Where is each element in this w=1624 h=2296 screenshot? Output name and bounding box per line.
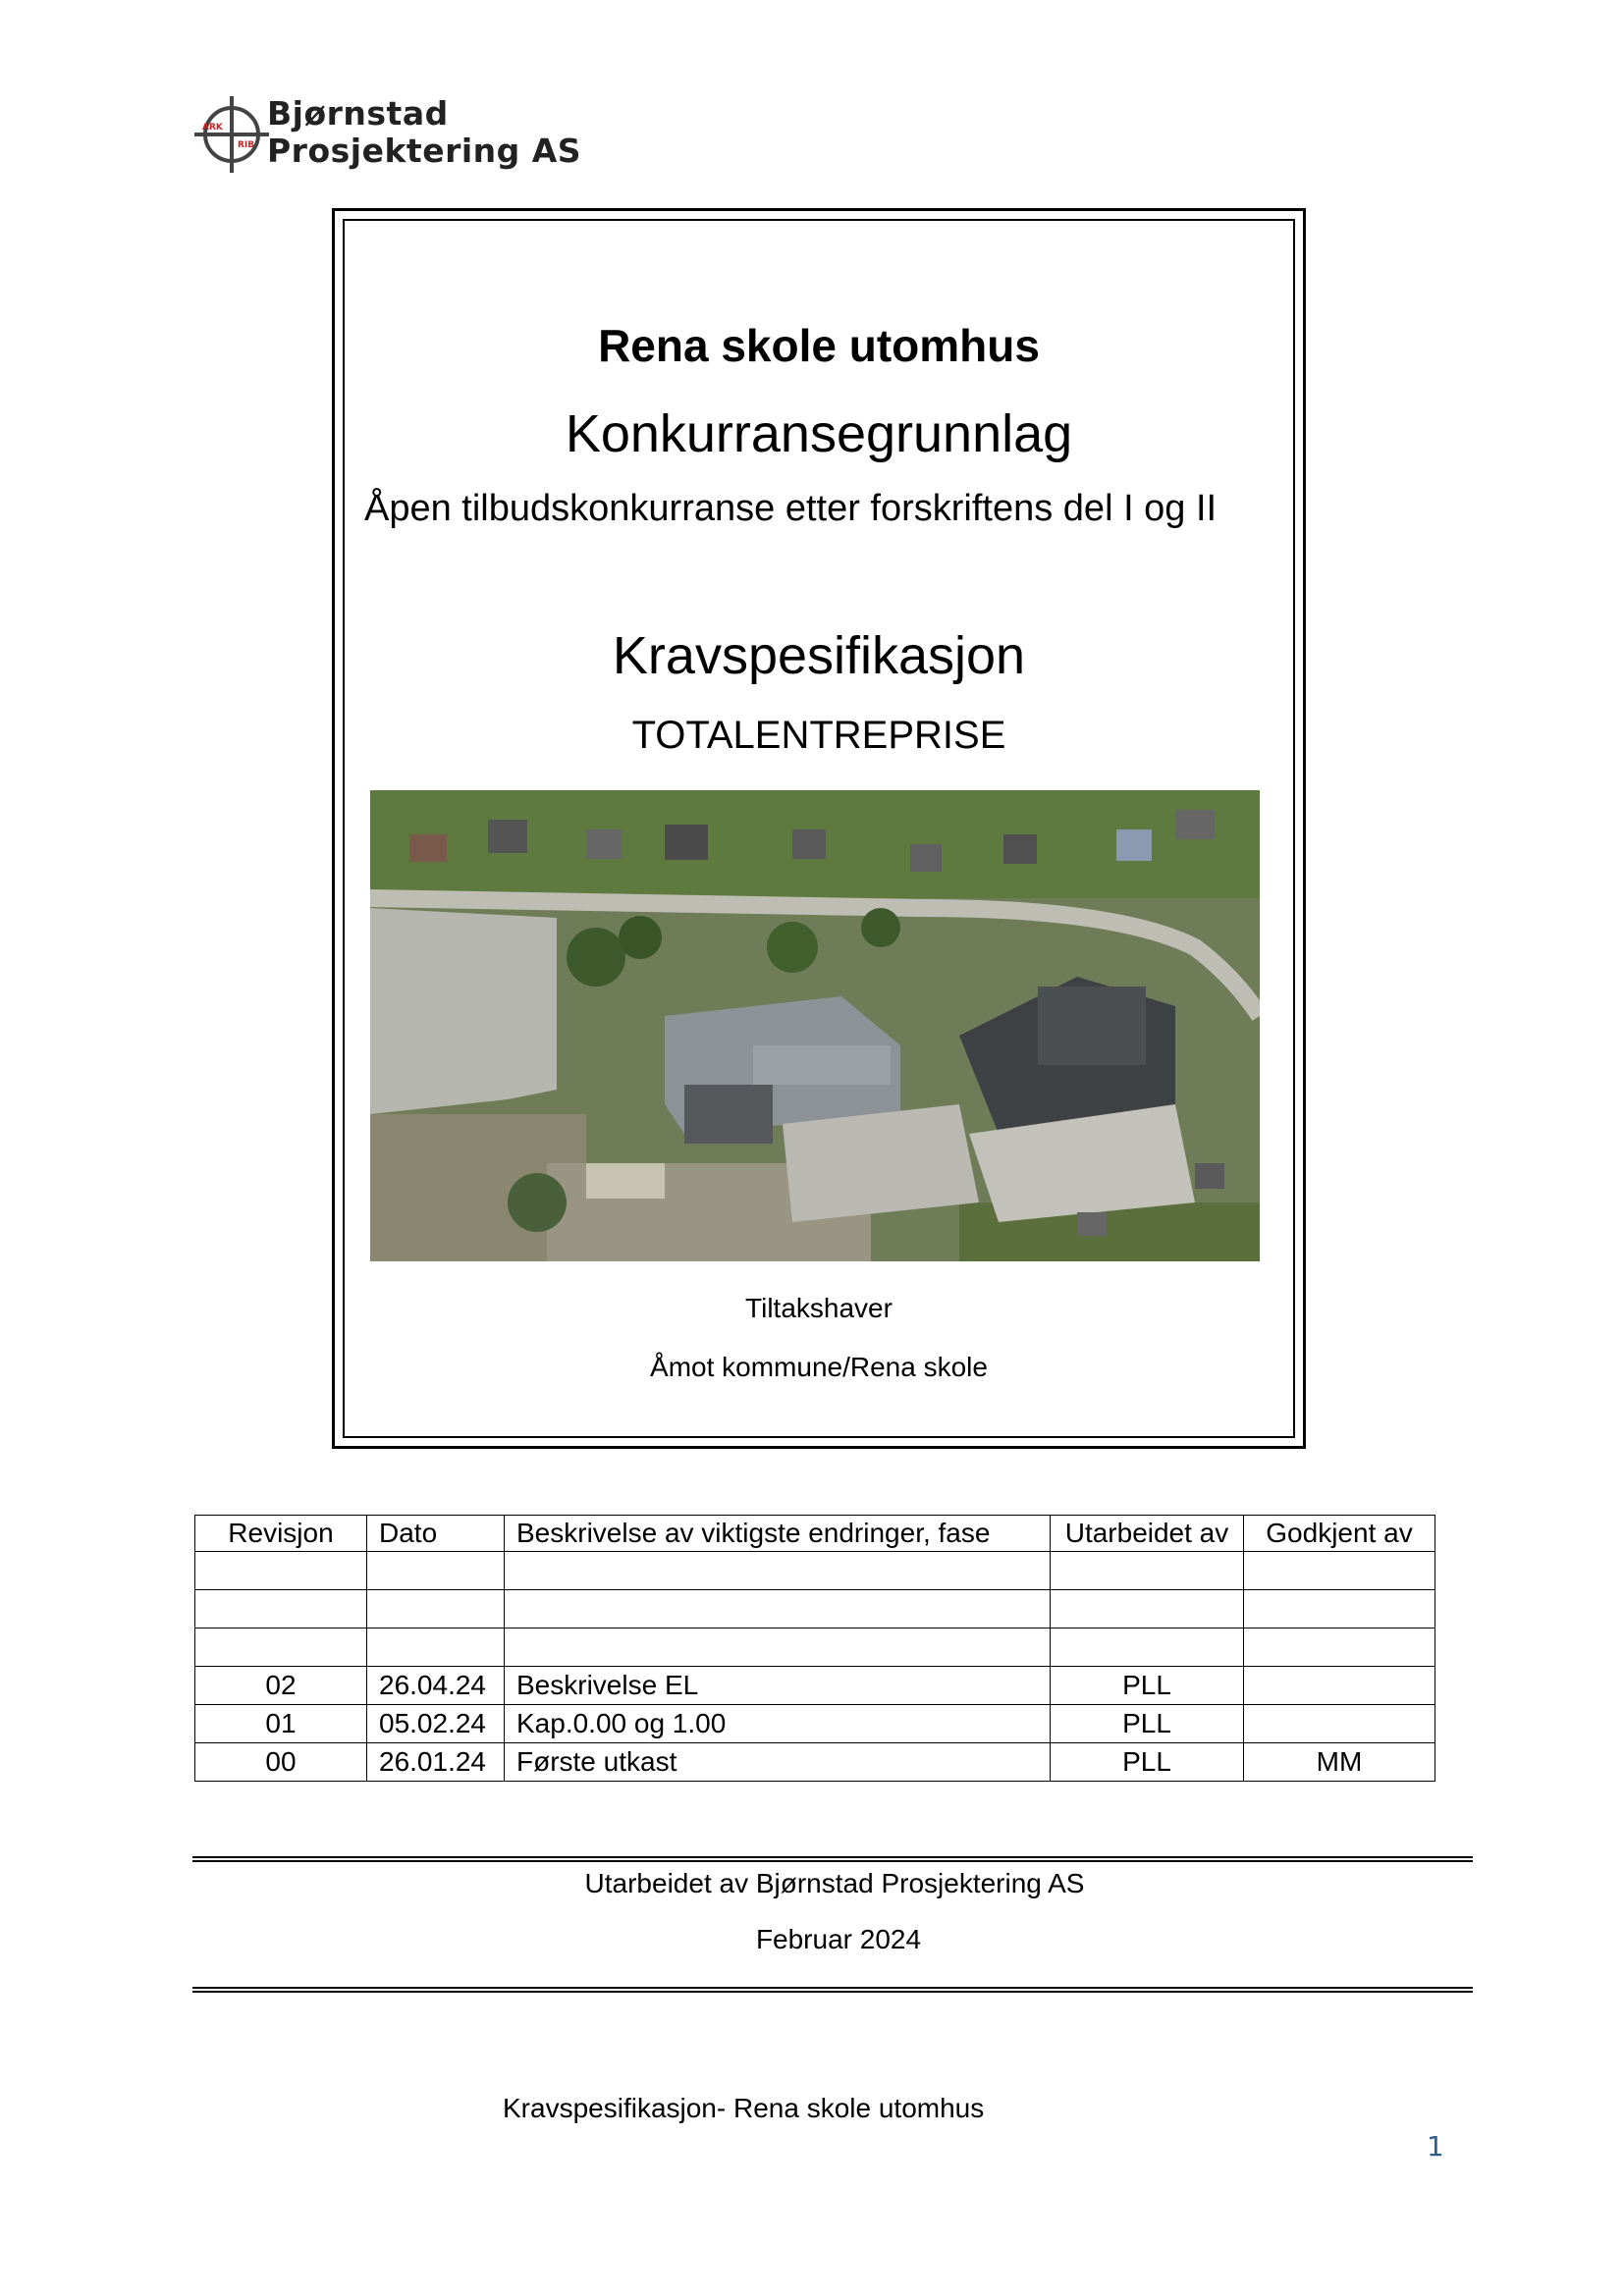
cell-date bbox=[367, 1629, 505, 1667]
cell-date bbox=[367, 1552, 505, 1590]
company-logo bbox=[192, 92, 582, 177]
cell-prepared-by bbox=[1051, 1629, 1244, 1667]
crosshair-logo-icon bbox=[192, 92, 271, 177]
issue-date: Februar 2024 bbox=[755, 1924, 922, 1954]
cover-frame-inner bbox=[343, 219, 1295, 1438]
cell-date: 05.02.24 bbox=[367, 1705, 505, 1743]
cell-description bbox=[505, 1629, 1051, 1667]
page-number: 1 bbox=[1427, 2130, 1444, 2163]
aerial-photo-image bbox=[370, 790, 1260, 1261]
logo-mark-right: RIB bbox=[238, 140, 255, 150]
header-description: Beskrivelse av viktigste endringer, fase bbox=[505, 1516, 1051, 1552]
table-row bbox=[195, 1590, 1435, 1629]
cover-frame bbox=[332, 208, 1306, 1449]
revision-table-header bbox=[195, 1516, 1435, 1552]
cell-date: 26.01.24 bbox=[367, 1743, 505, 1782]
logo-mark-left: ARK bbox=[202, 123, 223, 133]
divider-top bbox=[192, 1856, 1473, 1862]
prepared-by-text: Utarbeidet av Bjørnstad Prosjektering AS bbox=[584, 1868, 1085, 1898]
logo-text-line2: Prosjektering AS bbox=[267, 132, 582, 170]
cell-revision bbox=[195, 1552, 367, 1590]
page-footer-title: Kravspesifikasjon- Rena skole utomhus bbox=[503, 2093, 985, 2123]
cell-prepared-by bbox=[1051, 1552, 1244, 1590]
cell-approved-by bbox=[1244, 1629, 1435, 1667]
header-revision: Revisjon bbox=[195, 1516, 367, 1552]
cell-prepared-by bbox=[1051, 1590, 1244, 1629]
cell-prepared-by: PLL bbox=[1051, 1667, 1244, 1705]
table-row bbox=[195, 1705, 1435, 1743]
cell-revision: 02 bbox=[195, 1667, 367, 1705]
cell-revision: 01 bbox=[195, 1705, 367, 1743]
cell-description: Kap.0.00 og 1.00 bbox=[505, 1705, 1051, 1743]
cell-prepared-by: PLL bbox=[1051, 1705, 1244, 1743]
header-prepared-by: Utarbeidet av bbox=[1051, 1516, 1244, 1552]
procedure-text: Åpen tilbudskonkurranse etter forskriftens del I og II bbox=[364, 488, 1218, 529]
table-row bbox=[195, 1667, 1435, 1705]
aerial-photo bbox=[370, 790, 1260, 1261]
cell-revision bbox=[195, 1590, 367, 1629]
logo-text-line1: Bjørnstad bbox=[267, 94, 449, 133]
cell-description: Første utkast bbox=[505, 1743, 1051, 1782]
cell-approved-by bbox=[1244, 1667, 1435, 1705]
cell-description: Beskrivelse EL bbox=[505, 1667, 1051, 1705]
table-row bbox=[195, 1629, 1435, 1667]
document-type: Konkurransegrunnlag bbox=[565, 404, 1073, 463]
document-title: Kravspesifikasjon bbox=[612, 626, 1026, 685]
cell-prepared-by: PLL bbox=[1051, 1743, 1244, 1782]
divider-bottom bbox=[192, 1987, 1473, 1993]
cell-approved-by bbox=[1244, 1705, 1435, 1743]
cell-approved-by bbox=[1244, 1590, 1435, 1629]
cell-date bbox=[367, 1590, 505, 1629]
cell-revision: 00 bbox=[195, 1743, 367, 1782]
client-label: Tiltakshaver bbox=[745, 1293, 893, 1323]
cell-description bbox=[505, 1552, 1051, 1590]
contract-type: TOTALENTREPRISE bbox=[631, 714, 1006, 757]
client-name: Åmot kommune/Rena skole bbox=[650, 1352, 988, 1382]
cell-description bbox=[505, 1590, 1051, 1629]
header-approved-by: Godkjent av bbox=[1244, 1516, 1435, 1552]
table-row bbox=[195, 1552, 1435, 1590]
cell-date: 26.04.24 bbox=[367, 1667, 505, 1705]
project-title: Rena skole utomhus bbox=[598, 320, 1040, 371]
cell-approved-by bbox=[1244, 1552, 1435, 1590]
header-date: Dato bbox=[367, 1516, 505, 1552]
cell-approved-by: MM bbox=[1244, 1743, 1435, 1782]
table-row bbox=[195, 1743, 1435, 1782]
revision-table bbox=[194, 1515, 1435, 1782]
cell-revision bbox=[195, 1629, 367, 1667]
